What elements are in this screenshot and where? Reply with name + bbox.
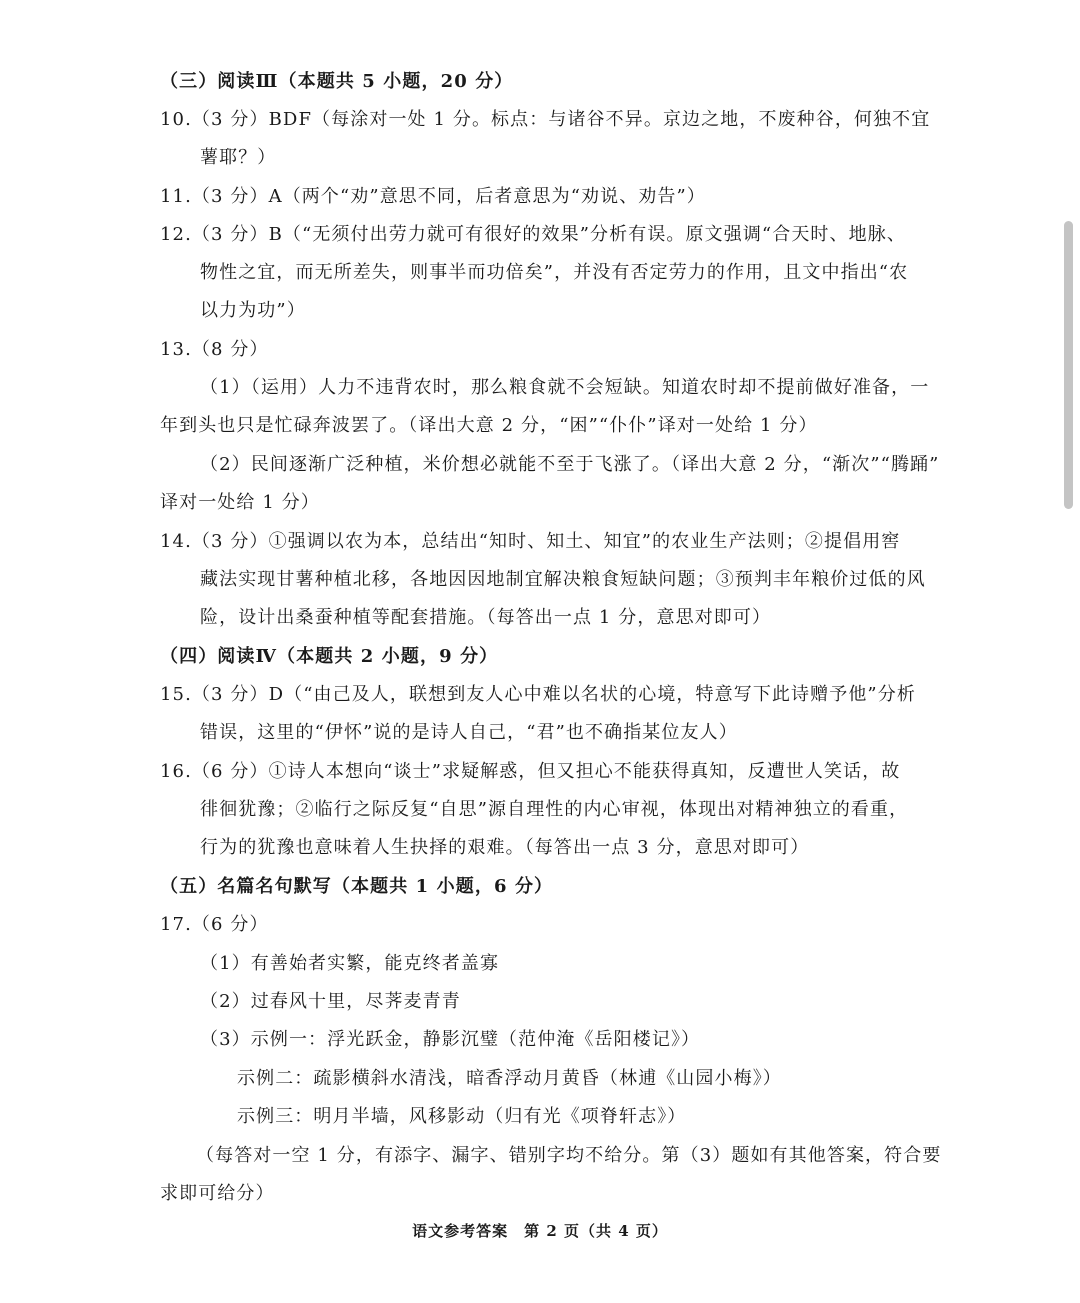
q16-line-1: 16.（6 分）①诗人本想向“谈士”求疑解惑，但又担心不能获得真知，反遭世人笑话，故: [160, 761, 901, 782]
q15-line-2: 错误，这里的“伊怀”说的是诗人自己，“君”也不确指某位友人）: [200, 722, 738, 743]
q16-line-3: 行为的犹豫也意味着人生抉择的艰难。（每答出一点 3 分，意思对即可）: [200, 837, 810, 858]
q17-answer-3-example-3: 示例三：明月半墙，风移影动（归有光《项脊轩志》）: [237, 1106, 687, 1127]
q13-line-4: （2）民间逐渐广泛种植，米价想必就能不至于飞涨了。（译出大意 2 分，“渐次”“腾踊”: [200, 454, 940, 475]
q17-note-line-1: （每答对一空 1 分，有添字、漏字、错别字均不给分。第（3）题如有其他答案，符合要: [196, 1145, 942, 1166]
q12-line-1: 12.（3 分）B（“无须付出劳力就可有很好的效果”分析有误。原文强调“合天时、地脉、: [160, 224, 906, 245]
q12-line-3: 以力为功”）: [200, 300, 306, 321]
q14-line-1: 14.（3 分）①强调以农为本，总结出“知时、知土、知宜”的农业生产法则；②提倡用窖: [160, 531, 901, 552]
q13-line-2: （1）（运用）人力不违背农时，那么粮食就不会短缺。知道农时却不提前做好准备，一: [200, 377, 930, 398]
q13-line-5: 译对一处给 1 分）: [160, 492, 320, 513]
q10-line-2: 薯耶？）: [200, 147, 277, 168]
q14-line-2: 藏法实现甘薯种植北移，各地因因地制宜解决粮食短缺问题；③预判丰年粮价过低的风: [200, 569, 926, 590]
q17-note-line-2: 求即可给分）: [160, 1183, 275, 1204]
section-3-heading: （三）阅读Ⅲ（本题共 5 小题，20 分）: [160, 71, 514, 92]
section-4-heading: （四）阅读Ⅳ（本题共 2 小题，9 分）: [160, 646, 499, 667]
section-5-heading: （五）名篇名句默写（本题共 1 小题，6 分）: [160, 876, 554, 897]
vertical-scrollbar[interactable]: [1062, 215, 1074, 515]
q17-answer-3-example-1: （3）示例一：浮光跃金，静影沉璧（范仲淹《岳阳楼记》）: [200, 1029, 701, 1050]
q14-line-3: 险，设计出桑蚕种植等配套措施。（每答出一点 1 分，意思对即可）: [200, 607, 772, 628]
q17-line-1: 17.（6 分）: [160, 914, 269, 935]
q17-answer-1: （1）有善始者实繁，能克终者盖寡: [200, 953, 500, 974]
q17-answer-2: （2）过春风十里，尽荠麦青青: [200, 991, 461, 1012]
q16-line-2: 徘徊犹豫；②临行之际反复“自思”源自理性的内心审视，体现出对精神独立的看重，: [200, 799, 909, 820]
q11-line-1: 11.（3 分）A（两个“劝”意思不同，后者意思为“劝说、劝告”）: [160, 186, 706, 207]
page-footer: 语文参考答案 第 2 页（共 4 页）: [412, 1222, 668, 1240]
q15-line-1: 15.（3 分）D（“由己及人，联想到友人心中难以名状的心境，特意写下此诗赠予他”分析: [160, 684, 916, 705]
q17-answer-3-example-2: 示例二：疏影横斜水清浅，暗香浮动月黄昏（林逋《山园小梅》）: [237, 1068, 782, 1089]
q13-line-3: 年到头也只是忙碌奔波罢了。（译出大意 2 分，“困”“仆仆”译对一处给 1 分）: [160, 415, 818, 436]
scrollbar-thumb[interactable]: [1064, 221, 1073, 509]
q13-line-1: 13.（8 分）: [160, 339, 269, 360]
q10-line-1: 10.（3 分）BDF（每涂对一处 1 分。标点：与诸谷不异。京边之地，不废种谷，何独不宜: [160, 109, 931, 130]
q12-line-2: 物性之宜，而无所差失，则事半而功倍矣”，并没有否定劳力的作用，且文中指出“农: [200, 262, 909, 283]
